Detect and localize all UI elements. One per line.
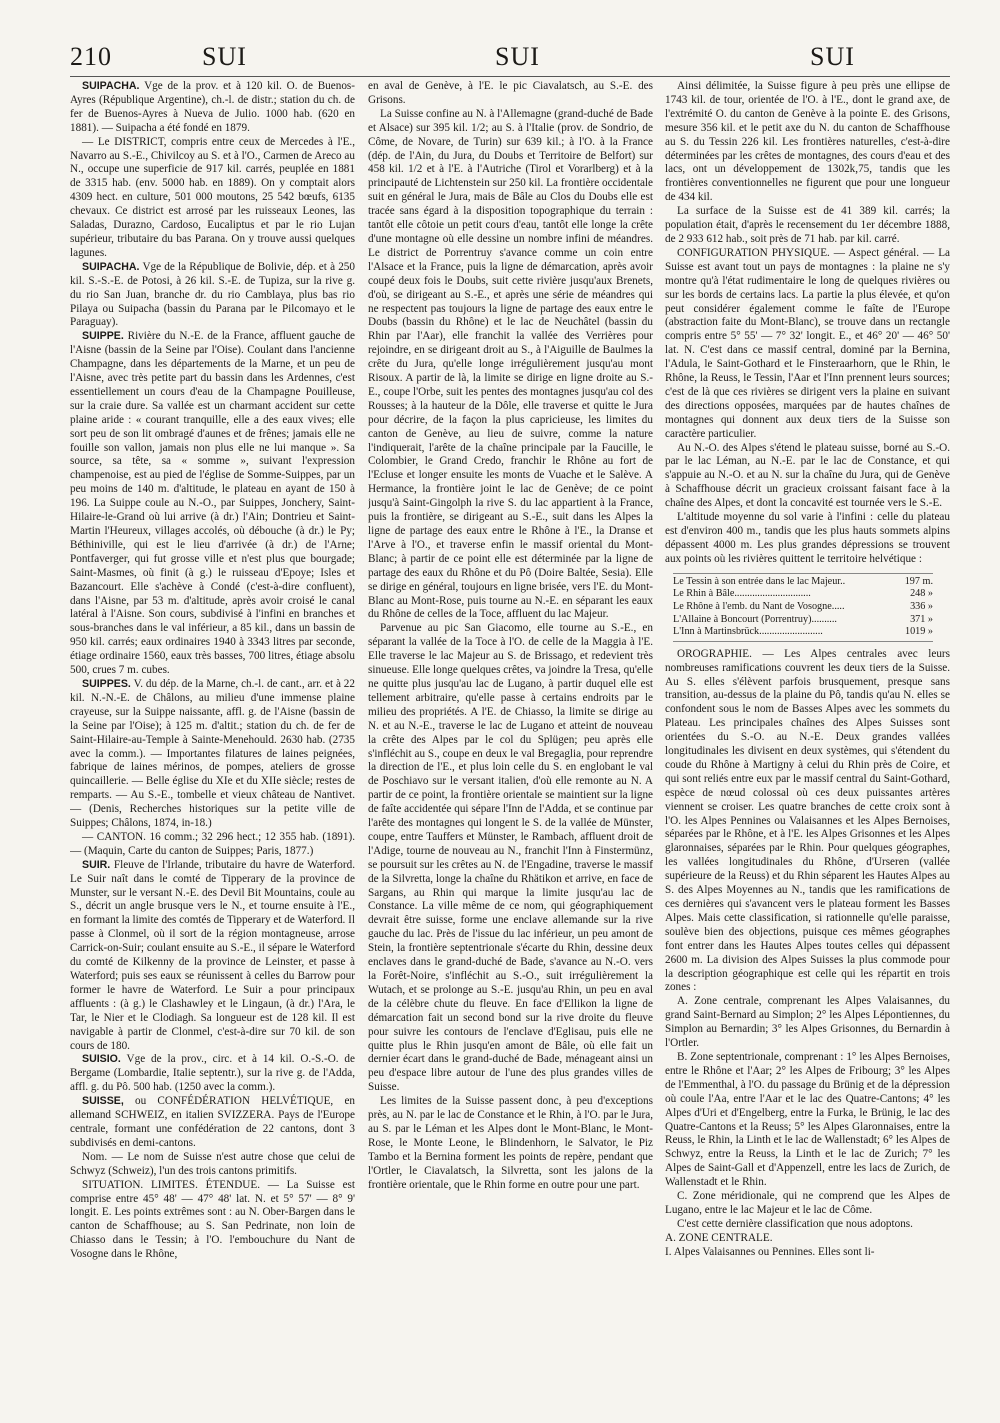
entry-text: SITUATION. LIMITES. ÉTENDUE. — La Suisse est comprise entre 45° 48' — 47° 48' lat. N. et 5° 57' — 8° 9' longit. E. Les points extrêmes sont : au N. Ober-Bargen dans le canton de Schaffhouse; au S. San Pedrinate, non loin de Chiasso dans le Tessin; à l'O. l'embouchure du Nant de Vosogne dans le Rhône, bbox=[70, 1178, 355, 1261]
altitude-value: 371 » bbox=[910, 613, 933, 625]
altitude-row bbox=[673, 626, 933, 639]
entry-paragraph bbox=[665, 995, 950, 1051]
entry-text: Vge de la prov., circ. et à 14 kil. O.-S.-O. de Bergame (Lombardie, Italie septentr.), sur la rive g. de l'Adda, affl. g. du Pô. 500 hab. (1250 avec la comm.). bbox=[70, 1053, 355, 1094]
entry-paragraph bbox=[70, 261, 355, 331]
altitude-label: L'Allaine à Boncourt (Porrentruy).......... bbox=[673, 613, 837, 625]
entry-text: CONFIGURATION PHYSIQUE. — Aspect général. — La Suisse est avant tout un pays de montagnes : la plaine ne s'y montre qu'à l'état rudimentaire le long de quelques rivières ou sur les bords de certains lacs. La partie la plus élevée, et qu'on peut considérer également comme le faîte de l'Europe (abstraction faite du Mont-Blanc), se trouve dans un rectangle compris entre 5° 55' — 7° 32' longit. E., et 46° 20' — 46° 50' lat. N. C'est dans ce massif central, dominé par la Bernina, l'Adula, le Saint-Gothard et le Finsteraarhorn, que le Rhin, le Rhône, la Reuss, le Tessin, l'Aar et l'Inn prennent leurs sources; c'est de là que ces rivières se dirigent vers la plaine en suivant des directions opposées, marquées par de hautes chaînes de montagnes qui donnent aux deux tiers de la Suisse son caractère particulier. bbox=[665, 246, 950, 440]
entry-paragraph bbox=[70, 330, 355, 678]
entry-text: La Suisse confine au N. à l'Allemagne (grand-duché de Bade et Alsace) sur 395 kil. 1/2; au S. à l'Italie (prov. de Sondrio, de Côme, de Novare, de Turin) sur 639 kil.; à l'O. à la France (dép. de l'Ain, du Jura, du Doubs et Territoire de Belfort) sur 458 kil. 1/2 et à l'E. à l'Autriche (Tirol et Vorarlberg) et à la principauté de Lichtenstein sur 250 kil. La frontière occidentale suit en général le Jura, mais de Bâle au Clos du Doubs elle est tracée sans égard à la disposition topographique du terrain : tantôt elle côtoie un petit cours d'eau, tantôt elle longe la crête d'une montagne où elle dessine un nombre infini de méandres. Le district de Porrentruy s'avance comme un coin entre l'Alsace et la France, puis la ligne de démarcation, après avoir coupé deux fois le Doubs, suit cette rivière jusqu'aux Brenets, d'où, se dirigeant au S.-E., et après une série de méandres qui ne respectent pas toujours la ligne de partage des eaux entre le Doubs (bassin du Rhône) et le lac de Neuchâtel (bassin du Rhin par l'Aar), elle franchit la vallée des Verrières pour rejoindre, en se dirigeant droit au S., à l'Aiguille de Baulmes la crête du Jura, qu'elle longe irrégulièrement jusqu'au mont Risoux. A partir de là, la limite se dirige en ligne droite au S.-E., coupe l'Orbe, suit les pentes des montagnes jusqu'au col des Rousses; à la hauteur de la Dôle, elle traverse et quitte le Jura pour décrire, de la façon la plus capricieuse, les limites du canton de Genève, au lieu de suivre, comme la nature l'indiquerait, l'arête de la chaîne principale par la Faucille, le Colombier, le Grand Credo, franchir le Rhône au fort de l'Ecluse et longer ensuite les monts de Vuache et le Salève. A Hermance, la frontière joint le lac de Genève; de ce point jusqu'à Saint-Gingolph la rive S. du lac appartient à la France, puis la frontière, se dirigeant au S.-E., suit dans les Alpes la ligne de partage des eaux entre le Rhône à l'E., la Dranse et l'Arve à l'O., et traverse enfin le massif oriental du Mont-Blanc; à partir de ce point elle est déterminée par la ligne de partage des eaux du Rhône et du Pô (Doire Baltée, Sesia). Elle se dirige en général, toujours en ligne brisée, vers l'E. du Mont-Blanc au Mont-Rose, puis tourne au N.-E. en séparant les eaux du Rhône de celles de la Toce, affluent du lac Majeur. bbox=[368, 107, 653, 621]
entry-paragraph bbox=[368, 108, 653, 623]
altitude-label: Le Tessin à son entrée dans le lac Majeur.. bbox=[673, 575, 846, 587]
altitude-value: 336 » bbox=[910, 600, 933, 612]
entry-paragraph bbox=[70, 1179, 355, 1262]
altitude-table bbox=[673, 573, 933, 642]
altitude-row bbox=[673, 614, 933, 627]
altitude-row bbox=[673, 601, 933, 614]
altitude-row bbox=[673, 588, 933, 601]
entry-text: B. Zone septentrionale, comprenant : 1° les Alpes Bernoises, entre le Rhône et l'Aar; 2° les Alpes de Fribourg; 3° les Alpes de l'Emmenthal, à l'O. du passage du Brünig et de la dépression où coule l'Aa, entre l'Aar et le lac des Quatre-Cantons; 4° les Alpes d'Uri et d'Engelberg, entre la Furka, le Brünig, le lac des Quatre-Cantons et la Reuss; 5° les Alpes Glaronnaises, entre la Reuss, le Rhin, la Linth et le lac de Wallenstadt; 6° les Alpes de Schwyz, entre la Reuss, la Linth et le lac de Zurich; 7° les Alpes de Saint-Gall et d'Appenzell, entre les lacs de Zurich, de Wallenstadt et le Rhin. bbox=[665, 1050, 950, 1189]
entry-text: A. ZONE CENTRALE. bbox=[665, 1231, 773, 1244]
entry-text: — Le DISTRICT, compris entre ceux de Mercedes à l'E., Navarro au S.-E., Chivilcoy au S. et à l'O., Carmen de Areco au N., occupe une superficie de 917 kil. carrés, peuplée en 1881 de 3315 hab. (env. 5000 hab. en 1889). On y comptait alors 4309 hect. en culture, 501 000 moutons, 25 542 bœufs, 6135 chevaux. Ce district est arrosé par les ruisseaux Leones, las Saladas, Durazno, Cardoso, Eucaliptus et par le rio Lujan supérieur, tributaire du bas Parana. On y trouve aussi quelques lagunes. bbox=[70, 135, 355, 259]
altitude-row bbox=[673, 576, 933, 589]
altitude-value: 1019 » bbox=[904, 626, 933, 638]
entry-paragraph bbox=[70, 1095, 355, 1151]
entry-text: Fleuve de l'Irlande, tributaire du havre de Waterford. Le Suir naît dans le comté de Tipperary de la province de Munster, sur le versant N.-E. des Devil Bit Mountains, coule au S., décrit un angle brusque vers le N., et tourne ensuite à l'E., en formant la limite des comtés de Tipperary et de Waterford. Il passe à Clonmel, où il sort de la région montagneuse, arrose Carrick-on-Suir; coulant ensuite au S.-E., il sépare le Waterford du comté de Kilkenny de la province de Leinster, et passe à Waterford; puis ses eaux se réunissent à celles du Barrow pour former le havre de Waterford. Le Suir a pour principaux affluents : (à g.) le Clashawley et le Lingaun, (à dr.) l'Ara, le Tar, le Nier et le Clodiagh. Sa longueur est de 128 kil. Il est navigable à partir de Clonmel, c'est-à-dire sur 70 kil. de son cours de 180. bbox=[70, 858, 355, 1052]
entry-paragraph bbox=[665, 1051, 950, 1190]
entry-paragraph bbox=[368, 80, 653, 108]
entry-paragraph bbox=[665, 247, 950, 442]
altitude-value: 248 » bbox=[910, 588, 933, 600]
entry-text: Ainsi délimitée, la Suisse figure à peu près une ellipse de 1743 kil. de tour, orientée de l'O. à l'E., dont le grand axe, de l'extrémité O. du canton de Genève à la pointe E. des Grisons, mesure 356 kil. et le petit axe du N. du canton de Schaffhouse au S. du Tessin 226 kil. Les frontières naturelles, c'est-à-dire déterminées par les crêtes de montagnes, des cours d'eau et des lacs, ont un développement de 1302k,75, tandis que les frontières conventionnelles ne figurent que pour une longueur de 434 kil. bbox=[665, 80, 950, 204]
page-header bbox=[70, 42, 950, 74]
entry-paragraph bbox=[665, 1246, 950, 1260]
page-number: 210 bbox=[70, 42, 112, 71]
entry-headword: SUISIO. bbox=[82, 1053, 121, 1066]
column-1 bbox=[70, 80, 355, 1405]
entry-text: A. Zone centrale, comprenant les Alpes Valaisannes, du grand Saint-Bernard au Simplon; 2° les Alpes Lépontiennes, du Simplon au Bernardin; 3° les Alpes Grisonnes, du Bernardin à l'Ortler. bbox=[665, 995, 950, 1050]
entry-paragraph bbox=[70, 678, 355, 831]
entry-text: — CANTON. 16 comm.; 32 296 hect.; 12 355 hab. (1891). — (Maquin, Carte du canton de Suippes; Paris, 1877.) bbox=[70, 830, 355, 857]
entry-text: OROGRAPHIE. — Les Alpes centrales avec leurs nombreuses ramifications couvrent les deux tiers de la Suisse. Au S. elles s'élèvent parfois brusquement, presque sans transition, au-dessus de la plaine du Pô, tandis qu'au N. elles se confondent sous le nom de Basses Alpes avec les sommets du Plateau. Les principales chaînes des Alpes Suisses sont orientées du S.-O. au N.-E. Deux grandes vallées longitudinales les divisent en deux systèmes, qui s'étendent du coude du Rhône à Martigny à celui du Rhin près de Coire, et qui sont reliés entre eux par le massif central du Saint-Gothard, espèce de nœud colossal où ces deux puissantes artères viennent se croiser. Les quatre branches de cette croix sont à l'O. les Alpes Pennines ou Valaisannes et les Alpes Bernoises, séparées par le Rhône, et à l'E. les Alpes Grisonnes et les Alpes glaronnaises, séparées par le Rhin. Pour quelques géographes, les vallées longitudinales du Rhône, d'Urseren (vallée supérieure de la Reuss) et du Rhin séparent les Hautes Alpes au S. des Alpes Moyennes au N., tandis que les ramifications de ces dernières qui s'avancent vers le plateau forment les Basses Alpes. Mais cette classification, si rationnelle qu'elle paraisse, soulève bien des objections, puisque ces mêmes géographes font entrer dans les Hautes Alpes toutes celles qui dépassent 2600 m. La division des Alpes Suisses la plus commode pour la description géographique est celle qui les répartit en trois zones : bbox=[665, 647, 950, 994]
entry-text: L'altitude moyenne du sol varie à l'infini : celle du plateau est d'environ 400 m., tandis que les plus hauts sommets alpins dépassent 4000 m. Les plus grandes dépressions se trouvent aux points où les rivières quittent le territoire helvétique : bbox=[665, 511, 950, 565]
entry-text: I. Alpes Valaisannes ou Pennines. Elles sont li- bbox=[665, 1245, 875, 1258]
entry-text: Vge de la République de Bolivie, dép. et à 250 kil. S.-S.-E. de Potosi, à 26 kil. S.-E. de Tupiza, sur la rive g. du rio San Juan, branche dr. du rio Camblaya, plus bas rio Pilaya ou Suipacha (bassin du Parana par le Pilcomayo et le Paraguay). bbox=[70, 260, 355, 329]
entry-paragraph bbox=[665, 442, 950, 512]
header-rule bbox=[70, 76, 950, 77]
entry-text: V. du dép. de la Marne, ch.-l. de cant., arr. et à 22 kil. N.-N.-E. de Châlons, au milieu d'une immense plaine crayeuse, sur la Suippe naissante, affl. g. de l'Aisne (bassin de la Seine par l'Oise); à 125 m. d'altit.; station du ch. de fer de Saint-Hilaire-au-Temple à Sainte-Menehould. 2630 hab. (2735 avec la comm.). — Importantes filatures de laines peignées, fabrique de laines mérinos, de pompes, ateliers de grosse quincaillerie. — Belle église du XIe et du XIIe siècle; restes de remparts. — Au S.-E., tombelle et vieux château de Nantivet. — (Denis, Recherches historiques sur la petite ville de Suippes; Châlons, 1874, in-18.) bbox=[70, 677, 355, 830]
altitude-label: Le Rhin à Bâle.............................. bbox=[673, 588, 811, 600]
entry-paragraph bbox=[665, 648, 950, 996]
entry-headword: SUIPPE. bbox=[82, 330, 124, 343]
entry-paragraph bbox=[70, 831, 355, 859]
entry-paragraph bbox=[665, 80, 950, 205]
entry-text: Rivière du N.-E. de la France, affluent gauche de l'Aisne (bassin de la Seine par l'Oise). Coulant dans l'ancienne Champagne, dans les départements de la Marne, et un peu de l'Aisne, avec très petite part du bassin dans les Ardennes, c'est essentiellement un cours d'eau de la Champagne Pouilleuse, sur la craie dure. Sa vallée est un charmant accident sur cette plaine aride : « courant tranquille, elle a des eaux vives; elle sort peu de son lit ombragé d'aunes et de frênes; jamais elle ne fouille son vallon, jamais non plus elle ne lui manque ». Sa source, sa tête, sa « somme », suivant l'expression champenoise, est au pied de l'église de Somme-Suippes, par un peu moins de 140 m. d'altitude, le plateau en ayant de 150 à 196. La Suippe coule au N.-O., par Suippes, Jonchery, Saint-Hilaire-le-Grand où lui arrive (à dr.) l'Ain; Dontrieu et Saint-Martin l'Heureux, villages accolés, où débouche (à dr.) le Py; Béthiniville, qui est le lieu d'arrivée (à dr.) de l'Arne; Pontfaverger, qui fut grosse ville et n'est plus que bourgade; Saint-Masmes, où finit (à g.) le ruisseau d'Epoye; Isles et Bazancourt. Elle s'achève à Condé (c'est-à-dire confluent), dans l'Aisne, par 53 m. d'altitude, après avoir croisé le canal latéral à l'Aisne. Son cours, subdivisé à l'infini en branches et sous-branches dans le val inférieur, a 85 kil., dans un bassin de 950 kil. carrés; eaux ordinaires 1940 à 3343 litres par seconde, étiage ordinaire 1560, eaux très basses, 700 litres, étiage absolu 500, crues 7 m. cubes. bbox=[70, 330, 355, 677]
entry-text: La surface de la Suisse est de 41 389 kil. carrés; la population était, d'après le recensement du 1er décembre 1888, de 2 933 612 hab., soit près de 71 hab. par kil. carré. bbox=[665, 205, 950, 245]
entry-text: ou CONFÉDÉRATION HELVÉTIQUE, en allemand SCHWEIZ, en italien SVIZZERA. Pays de l'Europe centrale, formant une confédération de 22 cantons, dont 3 subdivisés en demi-cantons. bbox=[70, 1095, 355, 1149]
entry-headword: SUIPACHA. bbox=[82, 80, 140, 92]
entry-headword: SUISSE, bbox=[82, 1095, 124, 1108]
entry-paragraph bbox=[665, 1190, 950, 1218]
entry-text: Les limites de la Suisse passent donc, à peu d'exceptions près, au N. par le lac de Constance et le Rhin, à l'O. par le Jura, au S. par le Léman et les Alpes dont le Mont-Blanc, le Mont-Rose, le Monte Leone, le Blindenhorn, le Salvator, le Piz Tambo et la Bernina forment les points de repère, pendant que l'Ortler, le Ciavalatsch, la Silvretta, sont les jalons de la frontière orientale, que le Rhin forme en outre pour une part. bbox=[368, 1095, 653, 1191]
entry-text: en aval de Genève, à l'E. le pic Ciavalatsch, au S.-E. des Grisons. bbox=[368, 80, 653, 106]
entry-text: C'est cette dernière classification que nous adoptons. bbox=[677, 1217, 913, 1230]
column-3 bbox=[665, 80, 950, 1405]
entry-paragraph bbox=[70, 859, 355, 1054]
entry-headword: SUIR. bbox=[82, 858, 111, 871]
entry-paragraph bbox=[665, 205, 950, 247]
altitude-value: 197 m. bbox=[904, 575, 933, 587]
entry-paragraph bbox=[368, 1095, 653, 1192]
running-head-right: SUI bbox=[810, 42, 855, 71]
entry-paragraph bbox=[70, 1053, 355, 1095]
entry-headword: SUIPACHA. bbox=[82, 260, 140, 273]
entry-text: Vge de la prov. et à 120 kil. O. de Buenos-Ayres (République Argentine), ch.-l. de distr.; station du ch. de fer de Buenos-Ayres à Nueva de Julio. 1000 hab. (620 en 1881). — Suipacha a été fondé en 1879. bbox=[70, 80, 355, 134]
running-head-left: SUI bbox=[202, 42, 247, 71]
entry-paragraph bbox=[368, 622, 653, 1095]
running-head-center: SUI bbox=[495, 42, 540, 71]
entry-paragraph bbox=[70, 136, 355, 261]
altitude-label: L'Inn à Martinsbrück......................... bbox=[673, 626, 823, 638]
entry-text: C. Zone méridionale, qui ne comprend que les Alpes de Lugano, entre le lac Majeur et le lac de Côme. bbox=[665, 1190, 950, 1216]
entry-paragraph bbox=[665, 1218, 950, 1232]
entry-paragraph bbox=[70, 80, 355, 136]
altitude-label: Le Rhône à l'emb. du Nant de Vosogne..... bbox=[673, 600, 845, 612]
entry-paragraph bbox=[70, 1151, 355, 1179]
entry-text: Au N.-O. des Alpes s'étend le plateau suisse, borné au S.-O. par le lac Léman, au N.-E. par le lac de Constance, et qui s'appuie au N.-O. et au N. sur la chaîne du Jura, qui de Genève à Schaffhouse décrit un gracieux croissant faisant face à la chaîne des Alpes, et dont la concavité est tournée vers le S.-E. bbox=[665, 441, 950, 510]
entry-headword: SUIPPES. bbox=[82, 677, 131, 690]
entry-paragraph bbox=[665, 1232, 950, 1246]
column-2 bbox=[368, 80, 653, 1405]
entry-paragraph bbox=[665, 511, 950, 567]
entry-text: Parvenue au pic San Giacomo, elle tourne au S.-E., en séparant la vallée de la Toce à l'O. de celle de la Maggia à l'E. Elle traverse le lac Majeur au S. de Brissago, et redevient très sinueuse. Elle longe quelques crêtes, va joindre la Tresa, qu'elle ne quitte plus jusqu'au lac de Lugano, à partir duquel elle est tellement arbitraire, qu'elle passe à certains endroits par le milieu des propriétés. A l'E. de Chiasso, la limite se dirige au N. et au N.-E., traverse le lac de Lugano et atteint de nouveau la crête des Alpes par le col du Splügen; peu après elle s'infléchit au S., coupe en deux le val Bregaglia, pour reprendre la direction de l'E., et plus loin celle du S. en englobant le val de Poschiavo sur le versant italien, d'où elle remonte au N. A partir de ce point, la frontière orientale se maintient sur la ligne de faîte accidentée qui sépare l'Inn de l'Adda, et se continue par l'arête des montagnes qui longent le S. de la vallée de Münster, coupe, entre Tauffers et Münster, le Rambach, affluent droit de l'Adige, tourne de nouveau au N., franchit l'Inn à Finstermünz, se poursuit sur les crêtes au N. de l'Engadine, traverse le massif de la Silvretta, longe la chaîne du Rhätikon et arrive, en face de Sargans, au Rhin qui marque la limite jusqu'au lac de Constance. La ville même de ce nom, qui géographiquement devrait être suisse, forme une enclave allemande sur la rive gauche du lac. Près de l'issue du lac inférieur, un peu amont de Stein, la frontière septentrionale s'écarte du Rhin, dessine deux enclaves dans le grand-duché de Bade, s'avance au N.-O. vers la Forêt-Noire, s'infléchit au S.-O., suit irrégulièrement la Wutach, et se prolonge au S.-E. jusqu'au Rhin, un peu en aval de la célèbre chute du fleuve. En face d'Ellikon la ligne de démarcation fait un second bond sur la rive droite du fleuve pour suivre les contours de l'enclave d'Eglisau, puis elle ne quitte plus le Rhin jusqu'en amont de Bâle, où elle fait un dernier écart dans le grand-duché de Bade, ménageant ainsi un peu d'espace libre autour de l'une des plus grandes villes de Suisse. bbox=[368, 622, 653, 1094]
entry-text: Nom. — Le nom de Suisse n'est autre chose que celui de Schwyz (Schweiz), l'un des trois cantons primitifs. bbox=[70, 1150, 355, 1177]
